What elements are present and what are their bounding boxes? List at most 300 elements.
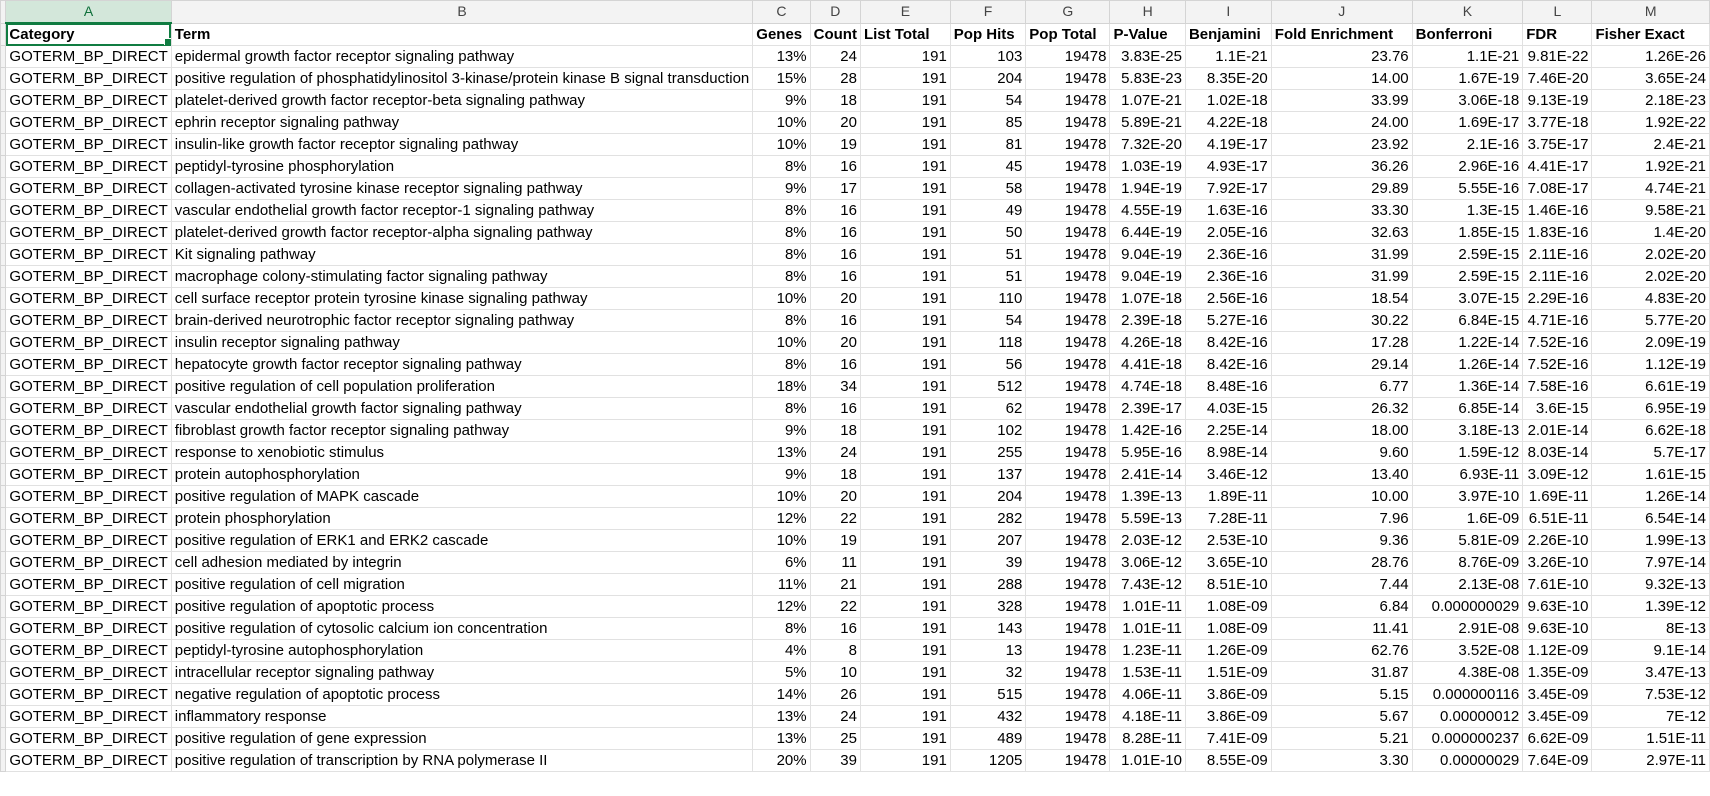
cell-b[interactable]: intracellular receptor signaling pathway bbox=[171, 662, 753, 684]
cell-a[interactable]: GOTERM_BP_DIRECT bbox=[6, 134, 171, 156]
cell-i[interactable]: 2.25E-14 bbox=[1185, 420, 1271, 442]
cell-l[interactable]: 3.6E-15 bbox=[1523, 398, 1592, 420]
cell-h[interactable]: 1.42E-16 bbox=[1110, 420, 1186, 442]
cell-c[interactable]: 9% bbox=[753, 420, 810, 442]
cell-j[interactable]: 33.99 bbox=[1271, 90, 1412, 112]
cell-e[interactable]: 191 bbox=[860, 618, 950, 640]
cell-f[interactable]: 102 bbox=[950, 420, 1026, 442]
cell-d[interactable]: 16 bbox=[810, 398, 860, 420]
cell-d[interactable]: 22 bbox=[810, 508, 860, 530]
cell-m[interactable]: 7.97E-14 bbox=[1592, 552, 1710, 574]
cell-i[interactable]: 8.42E-16 bbox=[1185, 332, 1271, 354]
cell-k[interactable]: 2.96E-16 bbox=[1412, 156, 1523, 178]
cell-g[interactable]: 19478 bbox=[1026, 662, 1110, 684]
cell-a[interactable]: GOTERM_BP_DIRECT bbox=[6, 156, 171, 178]
cell-d[interactable]: 25 bbox=[810, 728, 860, 750]
cell-i[interactable]: 3.86E-09 bbox=[1185, 706, 1271, 728]
cell-h[interactable]: 9.04E-19 bbox=[1110, 266, 1186, 288]
cell-h[interactable]: 1.01E-11 bbox=[1110, 618, 1186, 640]
cell-l[interactable]: 2.29E-16 bbox=[1523, 288, 1592, 310]
cell-a[interactable]: GOTERM_BP_DIRECT bbox=[6, 112, 171, 134]
cell-k[interactable]: 4.38E-08 bbox=[1412, 662, 1523, 684]
cell-b[interactable]: macrophage colony-stimulating factor signaling pathway bbox=[171, 266, 753, 288]
cell-l[interactable]: 3.77E-18 bbox=[1523, 112, 1592, 134]
cell-m[interactable]: 2.4E-21 bbox=[1592, 134, 1710, 156]
cell-c[interactable]: 8% bbox=[753, 310, 810, 332]
cell-d[interactable]: 19 bbox=[810, 530, 860, 552]
cell-k[interactable]: 3.07E-15 bbox=[1412, 288, 1523, 310]
cell-m[interactable]: 2.97E-11 bbox=[1592, 750, 1710, 772]
cell-i[interactable]: 8.48E-16 bbox=[1185, 376, 1271, 398]
cell-a[interactable]: GOTERM_BP_DIRECT bbox=[6, 266, 171, 288]
cell-l[interactable]: 9.63E-10 bbox=[1523, 618, 1592, 640]
cell-g[interactable]: 19478 bbox=[1026, 618, 1110, 640]
cell-h[interactable]: 1.53E-11 bbox=[1110, 662, 1186, 684]
cell-a[interactable]: GOTERM_BP_DIRECT bbox=[6, 332, 171, 354]
cell-c[interactable]: 8% bbox=[753, 398, 810, 420]
cell-e[interactable]: 191 bbox=[860, 464, 950, 486]
cell-b[interactable]: inflammatory response bbox=[171, 706, 753, 728]
cell-g[interactable]: 19478 bbox=[1026, 706, 1110, 728]
cell-f[interactable]: 56 bbox=[950, 354, 1026, 376]
cell-k[interactable]: 0.000000116 bbox=[1412, 684, 1523, 706]
cell-l[interactable]: 7.64E-09 bbox=[1523, 750, 1592, 772]
cell-k[interactable]: 3.97E-10 bbox=[1412, 486, 1523, 508]
cell-f[interactable]: 51 bbox=[950, 244, 1026, 266]
cell-k[interactable]: 6.85E-14 bbox=[1412, 398, 1523, 420]
cell-m[interactable]: 7E-12 bbox=[1592, 706, 1710, 728]
cell-c[interactable]: 8% bbox=[753, 222, 810, 244]
cell-f[interactable]: 207 bbox=[950, 530, 1026, 552]
cell-f[interactable]: 51 bbox=[950, 266, 1026, 288]
cell-f[interactable]: 489 bbox=[950, 728, 1026, 750]
cell-l[interactable]: 7.58E-16 bbox=[1523, 376, 1592, 398]
cell-f[interactable]: 50 bbox=[950, 222, 1026, 244]
cell-g[interactable]: 19478 bbox=[1026, 728, 1110, 750]
cell-k[interactable]: 0.00000012 bbox=[1412, 706, 1523, 728]
cell-g[interactable]: 19478 bbox=[1026, 486, 1110, 508]
cell-b[interactable]: platelet-derived growth factor receptor-alpha signaling pathway bbox=[171, 222, 753, 244]
cell-a[interactable]: GOTERM_BP_DIRECT bbox=[6, 640, 171, 662]
cell-b[interactable]: insulin receptor signaling pathway bbox=[171, 332, 753, 354]
cell-k[interactable]: 1.67E-19 bbox=[1412, 68, 1523, 90]
cell-m[interactable]: 6.54E-14 bbox=[1592, 508, 1710, 530]
cell-l[interactable]: 3.45E-09 bbox=[1523, 706, 1592, 728]
cell-k[interactable]: 1.22E-14 bbox=[1412, 332, 1523, 354]
cell-h[interactable]: 1.07E-21 bbox=[1110, 90, 1186, 112]
cell-h[interactable]: 1.01E-11 bbox=[1110, 596, 1186, 618]
cell-d[interactable]: 24 bbox=[810, 706, 860, 728]
cell-m[interactable]: 6.62E-18 bbox=[1592, 420, 1710, 442]
cell-m[interactable]: 5.77E-20 bbox=[1592, 310, 1710, 332]
cell-m[interactable]: 1.99E-13 bbox=[1592, 530, 1710, 552]
cell-d[interactable]: 18 bbox=[810, 464, 860, 486]
cell-f[interactable]: 110 bbox=[950, 288, 1026, 310]
cell-f[interactable]: 85 bbox=[950, 112, 1026, 134]
cell-e[interactable]: 191 bbox=[860, 332, 950, 354]
cell-b[interactable]: positive regulation of gene expression bbox=[171, 728, 753, 750]
cell-d[interactable]: 10 bbox=[810, 662, 860, 684]
cell-h[interactable]: 2.41E-14 bbox=[1110, 464, 1186, 486]
cell-h[interactable]: 4.06E-11 bbox=[1110, 684, 1186, 706]
cell-e[interactable]: 191 bbox=[860, 486, 950, 508]
cell-c[interactable]: 5% bbox=[753, 662, 810, 684]
cell-h[interactable]: 2.39E-18 bbox=[1110, 310, 1186, 332]
cell-i[interactable]: 1.02E-18 bbox=[1185, 90, 1271, 112]
column-header-g[interactable]: G bbox=[1026, 1, 1110, 24]
cell-l[interactable]: 3.09E-12 bbox=[1523, 464, 1592, 486]
cell-h[interactable]: 1.07E-18 bbox=[1110, 288, 1186, 310]
cell-k[interactable]: 2.1E-16 bbox=[1412, 134, 1523, 156]
cell-e[interactable]: 191 bbox=[860, 156, 950, 178]
cell-k[interactable]: 2.59E-15 bbox=[1412, 244, 1523, 266]
cell-g[interactable]: 19478 bbox=[1026, 332, 1110, 354]
cell-e[interactable]: 191 bbox=[860, 46, 950, 68]
cell-f[interactable]: 143 bbox=[950, 618, 1026, 640]
cell-a[interactable]: GOTERM_BP_DIRECT bbox=[6, 508, 171, 530]
cell-a[interactable]: GOTERM_BP_DIRECT bbox=[6, 728, 171, 750]
cell-a[interactable]: GOTERM_BP_DIRECT bbox=[6, 46, 171, 68]
cell-h[interactable]: 4.18E-11 bbox=[1110, 706, 1186, 728]
cell-f[interactable]: 282 bbox=[950, 508, 1026, 530]
cell-m[interactable]: 6.61E-19 bbox=[1592, 376, 1710, 398]
cell-j[interactable]: 9.60 bbox=[1271, 442, 1412, 464]
cell-b[interactable]: positive regulation of apoptotic process bbox=[171, 596, 753, 618]
cell-b[interactable]: hepatocyte growth factor receptor signaling pathway bbox=[171, 354, 753, 376]
cell-c[interactable]: 8% bbox=[753, 244, 810, 266]
cell-l[interactable]: 7.46E-20 bbox=[1523, 68, 1592, 90]
cell-f[interactable]: 515 bbox=[950, 684, 1026, 706]
cell-f[interactable]: 118 bbox=[950, 332, 1026, 354]
cell-f[interactable]: 45 bbox=[950, 156, 1026, 178]
cell-i[interactable]: 3.65E-10 bbox=[1185, 552, 1271, 574]
header-cell-e[interactable]: List Total bbox=[860, 23, 950, 46]
cell-d[interactable]: 21 bbox=[810, 574, 860, 596]
cell-k[interactable]: 5.81E-09 bbox=[1412, 530, 1523, 552]
cell-e[interactable]: 191 bbox=[860, 266, 950, 288]
cell-j[interactable]: 33.30 bbox=[1271, 200, 1412, 222]
cell-l[interactable]: 7.52E-16 bbox=[1523, 354, 1592, 376]
cell-j[interactable]: 18.54 bbox=[1271, 288, 1412, 310]
cell-e[interactable]: 191 bbox=[860, 354, 950, 376]
cell-d[interactable]: 16 bbox=[810, 244, 860, 266]
cell-m[interactable]: 9.32E-13 bbox=[1592, 574, 1710, 596]
cell-a[interactable]: GOTERM_BP_DIRECT bbox=[6, 288, 171, 310]
cell-b[interactable]: positive regulation of phosphatidylinositol 3-kinase/protein kinase B signal transduction bbox=[171, 68, 753, 90]
cell-e[interactable]: 191 bbox=[860, 112, 950, 134]
cell-c[interactable]: 9% bbox=[753, 464, 810, 486]
cell-m[interactable]: 4.83E-20 bbox=[1592, 288, 1710, 310]
cell-c[interactable]: 13% bbox=[753, 706, 810, 728]
cell-m[interactable]: 2.02E-20 bbox=[1592, 244, 1710, 266]
cell-l[interactable]: 2.11E-16 bbox=[1523, 244, 1592, 266]
cell-k[interactable]: 1.26E-14 bbox=[1412, 354, 1523, 376]
cell-a[interactable]: GOTERM_BP_DIRECT bbox=[6, 750, 171, 772]
cell-c[interactable]: 18% bbox=[753, 376, 810, 398]
cell-d[interactable]: 8 bbox=[810, 640, 860, 662]
cell-e[interactable]: 191 bbox=[860, 706, 950, 728]
cell-j[interactable]: 24.00 bbox=[1271, 112, 1412, 134]
cell-g[interactable]: 19478 bbox=[1026, 178, 1110, 200]
cell-k[interactable]: 8.76E-09 bbox=[1412, 552, 1523, 574]
cell-j[interactable]: 5.15 bbox=[1271, 684, 1412, 706]
cell-c[interactable]: 20% bbox=[753, 750, 810, 772]
cell-d[interactable]: 20 bbox=[810, 332, 860, 354]
cell-i[interactable]: 8.35E-20 bbox=[1185, 68, 1271, 90]
cell-g[interactable]: 19478 bbox=[1026, 640, 1110, 662]
cell-c[interactable]: 9% bbox=[753, 90, 810, 112]
cell-g[interactable]: 19478 bbox=[1026, 464, 1110, 486]
cell-c[interactable]: 13% bbox=[753, 728, 810, 750]
cell-b[interactable]: cell adhesion mediated by integrin bbox=[171, 552, 753, 574]
cell-c[interactable]: 10% bbox=[753, 288, 810, 310]
cell-h[interactable]: 1.23E-11 bbox=[1110, 640, 1186, 662]
cell-m[interactable]: 1.92E-22 bbox=[1592, 112, 1710, 134]
cell-k[interactable]: 3.52E-08 bbox=[1412, 640, 1523, 662]
cell-b[interactable]: protein phosphorylation bbox=[171, 508, 753, 530]
cell-h[interactable]: 4.26E-18 bbox=[1110, 332, 1186, 354]
cell-m[interactable]: 1.12E-19 bbox=[1592, 354, 1710, 376]
cell-l[interactable]: 6.51E-11 bbox=[1523, 508, 1592, 530]
cell-h[interactable]: 2.03E-12 bbox=[1110, 530, 1186, 552]
cell-h[interactable]: 5.59E-13 bbox=[1110, 508, 1186, 530]
cell-j[interactable]: 6.77 bbox=[1271, 376, 1412, 398]
cell-f[interactable]: 288 bbox=[950, 574, 1026, 596]
cell-m[interactable]: 3.47E-13 bbox=[1592, 662, 1710, 684]
cell-b[interactable]: protein autophosphorylation bbox=[171, 464, 753, 486]
cell-j[interactable]: 5.21 bbox=[1271, 728, 1412, 750]
cell-g[interactable]: 19478 bbox=[1026, 530, 1110, 552]
cell-f[interactable]: 54 bbox=[950, 310, 1026, 332]
cell-f[interactable]: 49 bbox=[950, 200, 1026, 222]
cell-h[interactable]: 5.95E-16 bbox=[1110, 442, 1186, 464]
column-header-m[interactable]: M bbox=[1592, 1, 1710, 24]
cell-e[interactable]: 191 bbox=[860, 420, 950, 442]
cell-g[interactable]: 19478 bbox=[1026, 90, 1110, 112]
header-cell-d[interactable]: Count bbox=[810, 23, 860, 46]
cell-j[interactable]: 13.40 bbox=[1271, 464, 1412, 486]
cell-d[interactable]: 16 bbox=[810, 200, 860, 222]
cell-j[interactable]: 18.00 bbox=[1271, 420, 1412, 442]
cell-h[interactable]: 4.55E-19 bbox=[1110, 200, 1186, 222]
cell-e[interactable]: 191 bbox=[860, 574, 950, 596]
cell-b[interactable]: positive regulation of cell migration bbox=[171, 574, 753, 596]
cell-e[interactable]: 191 bbox=[860, 222, 950, 244]
cell-e[interactable]: 191 bbox=[860, 398, 950, 420]
cell-h[interactable]: 1.39E-13 bbox=[1110, 486, 1186, 508]
cell-h[interactable]: 8.28E-11 bbox=[1110, 728, 1186, 750]
cell-k[interactable]: 2.91E-08 bbox=[1412, 618, 1523, 640]
cell-e[interactable]: 191 bbox=[860, 530, 950, 552]
cell-d[interactable]: 16 bbox=[810, 266, 860, 288]
cell-k[interactable]: 1.6E-09 bbox=[1412, 508, 1523, 530]
cell-m[interactable]: 2.18E-23 bbox=[1592, 90, 1710, 112]
cell-i[interactable]: 2.36E-16 bbox=[1185, 266, 1271, 288]
cell-a[interactable]: GOTERM_BP_DIRECT bbox=[6, 442, 171, 464]
cell-k[interactable]: 0.000000237 bbox=[1412, 728, 1523, 750]
cell-e[interactable]: 191 bbox=[860, 90, 950, 112]
cell-j[interactable]: 10.00 bbox=[1271, 486, 1412, 508]
cell-i[interactable]: 8.51E-10 bbox=[1185, 574, 1271, 596]
cell-m[interactable]: 3.65E-24 bbox=[1592, 68, 1710, 90]
cell-h[interactable]: 5.89E-21 bbox=[1110, 112, 1186, 134]
cell-j[interactable]: 23.76 bbox=[1271, 46, 1412, 68]
cell-g[interactable]: 19478 bbox=[1026, 134, 1110, 156]
cell-f[interactable]: 328 bbox=[950, 596, 1026, 618]
cell-k[interactable]: 1.85E-15 bbox=[1412, 222, 1523, 244]
cell-g[interactable]: 19478 bbox=[1026, 244, 1110, 266]
cell-l[interactable]: 4.71E-16 bbox=[1523, 310, 1592, 332]
cell-i[interactable]: 1.51E-09 bbox=[1185, 662, 1271, 684]
cell-a[interactable]: GOTERM_BP_DIRECT bbox=[6, 662, 171, 684]
cell-l[interactable]: 9.81E-22 bbox=[1523, 46, 1592, 68]
cell-b[interactable]: positive regulation of MAPK cascade bbox=[171, 486, 753, 508]
cell-d[interactable]: 16 bbox=[810, 156, 860, 178]
cell-c[interactable]: 4% bbox=[753, 640, 810, 662]
cell-c[interactable]: 15% bbox=[753, 68, 810, 90]
cell-f[interactable]: 512 bbox=[950, 376, 1026, 398]
cell-b[interactable]: epidermal growth factor receptor signaling pathway bbox=[171, 46, 753, 68]
cell-l[interactable]: 2.11E-16 bbox=[1523, 266, 1592, 288]
header-cell-g[interactable]: Pop Total bbox=[1026, 23, 1110, 46]
cell-l[interactable]: 3.26E-10 bbox=[1523, 552, 1592, 574]
column-header-a[interactable]: A bbox=[6, 1, 171, 24]
header-cell-c[interactable]: Genes bbox=[753, 23, 810, 46]
cell-k[interactable]: 3.06E-18 bbox=[1412, 90, 1523, 112]
cell-l[interactable]: 1.69E-11 bbox=[1523, 486, 1592, 508]
cell-k[interactable]: 1.69E-17 bbox=[1412, 112, 1523, 134]
cell-a[interactable]: GOTERM_BP_DIRECT bbox=[6, 310, 171, 332]
cell-j[interactable]: 11.41 bbox=[1271, 618, 1412, 640]
cell-d[interactable]: 24 bbox=[810, 46, 860, 68]
cell-j[interactable]: 3.30 bbox=[1271, 750, 1412, 772]
cell-e[interactable]: 191 bbox=[860, 552, 950, 574]
cell-m[interactable]: 1.4E-20 bbox=[1592, 222, 1710, 244]
cell-i[interactable]: 1.08E-09 bbox=[1185, 618, 1271, 640]
cell-c[interactable]: 10% bbox=[753, 486, 810, 508]
cell-g[interactable]: 19478 bbox=[1026, 684, 1110, 706]
cell-g[interactable]: 19478 bbox=[1026, 596, 1110, 618]
cell-j[interactable]: 7.44 bbox=[1271, 574, 1412, 596]
cell-f[interactable]: 1205 bbox=[950, 750, 1026, 772]
cell-f[interactable]: 432 bbox=[950, 706, 1026, 728]
cell-l[interactable]: 1.12E-09 bbox=[1523, 640, 1592, 662]
header-cell-a[interactable]: Category bbox=[6, 23, 171, 46]
cell-g[interactable]: 19478 bbox=[1026, 354, 1110, 376]
cell-j[interactable]: 6.84 bbox=[1271, 596, 1412, 618]
cell-c[interactable]: 10% bbox=[753, 112, 810, 134]
cell-k[interactable]: 2.13E-08 bbox=[1412, 574, 1523, 596]
cell-f[interactable]: 58 bbox=[950, 178, 1026, 200]
cell-b[interactable]: ephrin receptor signaling pathway bbox=[171, 112, 753, 134]
cell-j[interactable]: 29.89 bbox=[1271, 178, 1412, 200]
cell-c[interactable]: 11% bbox=[753, 574, 810, 596]
cell-m[interactable]: 1.39E-12 bbox=[1592, 596, 1710, 618]
cell-j[interactable]: 5.67 bbox=[1271, 706, 1412, 728]
cell-m[interactable]: 1.51E-11 bbox=[1592, 728, 1710, 750]
cell-c[interactable]: 8% bbox=[753, 266, 810, 288]
cell-i[interactable]: 2.36E-16 bbox=[1185, 244, 1271, 266]
cell-d[interactable]: 20 bbox=[810, 112, 860, 134]
cell-b[interactable]: vascular endothelial growth factor signaling pathway bbox=[171, 398, 753, 420]
cell-i[interactable]: 1.1E-21 bbox=[1185, 46, 1271, 68]
cell-b[interactable]: response to xenobiotic stimulus bbox=[171, 442, 753, 464]
cell-g[interactable]: 19478 bbox=[1026, 200, 1110, 222]
cell-m[interactable]: 8E-13 bbox=[1592, 618, 1710, 640]
cell-f[interactable]: 62 bbox=[950, 398, 1026, 420]
cell-i[interactable]: 2.05E-16 bbox=[1185, 222, 1271, 244]
cell-e[interactable]: 191 bbox=[860, 134, 950, 156]
cell-g[interactable]: 19478 bbox=[1026, 508, 1110, 530]
column-header-j[interactable]: J bbox=[1271, 1, 1412, 24]
cell-i[interactable]: 3.46E-12 bbox=[1185, 464, 1271, 486]
cell-b[interactable]: platelet-derived growth factor receptor-beta signaling pathway bbox=[171, 90, 753, 112]
cell-m[interactable]: 2.09E-19 bbox=[1592, 332, 1710, 354]
cell-h[interactable]: 3.06E-12 bbox=[1110, 552, 1186, 574]
cell-g[interactable]: 19478 bbox=[1026, 574, 1110, 596]
cell-g[interactable]: 19478 bbox=[1026, 552, 1110, 574]
cell-k[interactable]: 6.93E-11 bbox=[1412, 464, 1523, 486]
cell-j[interactable]: 29.14 bbox=[1271, 354, 1412, 376]
cell-c[interactable]: 10% bbox=[753, 530, 810, 552]
cell-e[interactable]: 191 bbox=[860, 178, 950, 200]
cell-e[interactable]: 191 bbox=[860, 596, 950, 618]
cell-d[interactable]: 16 bbox=[810, 310, 860, 332]
cell-e[interactable]: 191 bbox=[860, 68, 950, 90]
cell-a[interactable]: GOTERM_BP_DIRECT bbox=[6, 574, 171, 596]
cell-a[interactable]: GOTERM_BP_DIRECT bbox=[6, 618, 171, 640]
cell-b[interactable]: peptidyl-tyrosine autophosphorylation bbox=[171, 640, 753, 662]
cell-m[interactable]: 7.53E-12 bbox=[1592, 684, 1710, 706]
cell-l[interactable]: 4.41E-17 bbox=[1523, 156, 1592, 178]
cell-a[interactable]: GOTERM_BP_DIRECT bbox=[6, 398, 171, 420]
cell-b[interactable]: insulin-like growth factor receptor signaling pathway bbox=[171, 134, 753, 156]
cell-l[interactable]: 1.46E-16 bbox=[1523, 200, 1592, 222]
cell-a[interactable]: GOTERM_BP_DIRECT bbox=[6, 596, 171, 618]
cell-b[interactable]: cell surface receptor protein tyrosine kinase signaling pathway bbox=[171, 288, 753, 310]
cell-j[interactable]: 36.26 bbox=[1271, 156, 1412, 178]
column-header-i[interactable]: I bbox=[1185, 1, 1271, 24]
cell-g[interactable]: 19478 bbox=[1026, 266, 1110, 288]
column-header-c[interactable]: C bbox=[753, 1, 810, 24]
cell-c[interactable]: 8% bbox=[753, 200, 810, 222]
cell-c[interactable]: 14% bbox=[753, 684, 810, 706]
cell-j[interactable]: 23.92 bbox=[1271, 134, 1412, 156]
cell-h[interactable]: 6.44E-19 bbox=[1110, 222, 1186, 244]
column-header-e[interactable]: E bbox=[860, 1, 950, 24]
cell-d[interactable]: 16 bbox=[810, 222, 860, 244]
header-cell-f[interactable]: Pop Hits bbox=[950, 23, 1026, 46]
cell-l[interactable]: 7.61E-10 bbox=[1523, 574, 1592, 596]
header-cell-h[interactable]: P-Value bbox=[1110, 23, 1186, 46]
cell-b[interactable]: peptidyl-tyrosine phosphorylation bbox=[171, 156, 753, 178]
cell-e[interactable]: 191 bbox=[860, 684, 950, 706]
cell-c[interactable]: 6% bbox=[753, 552, 810, 574]
column-header-d[interactable]: D bbox=[810, 1, 860, 24]
cell-h[interactable]: 4.41E-18 bbox=[1110, 354, 1186, 376]
cell-d[interactable]: 17 bbox=[810, 178, 860, 200]
cell-g[interactable]: 19478 bbox=[1026, 398, 1110, 420]
cell-c[interactable]: 8% bbox=[753, 156, 810, 178]
cell-l[interactable]: 1.35E-09 bbox=[1523, 662, 1592, 684]
cell-j[interactable]: 31.87 bbox=[1271, 662, 1412, 684]
cell-m[interactable]: 5.7E-17 bbox=[1592, 442, 1710, 464]
cell-g[interactable]: 19478 bbox=[1026, 156, 1110, 178]
cell-f[interactable]: 81 bbox=[950, 134, 1026, 156]
cell-k[interactable]: 5.55E-16 bbox=[1412, 178, 1523, 200]
cell-i[interactable]: 1.63E-16 bbox=[1185, 200, 1271, 222]
cell-b[interactable]: Kit signaling pathway bbox=[171, 244, 753, 266]
